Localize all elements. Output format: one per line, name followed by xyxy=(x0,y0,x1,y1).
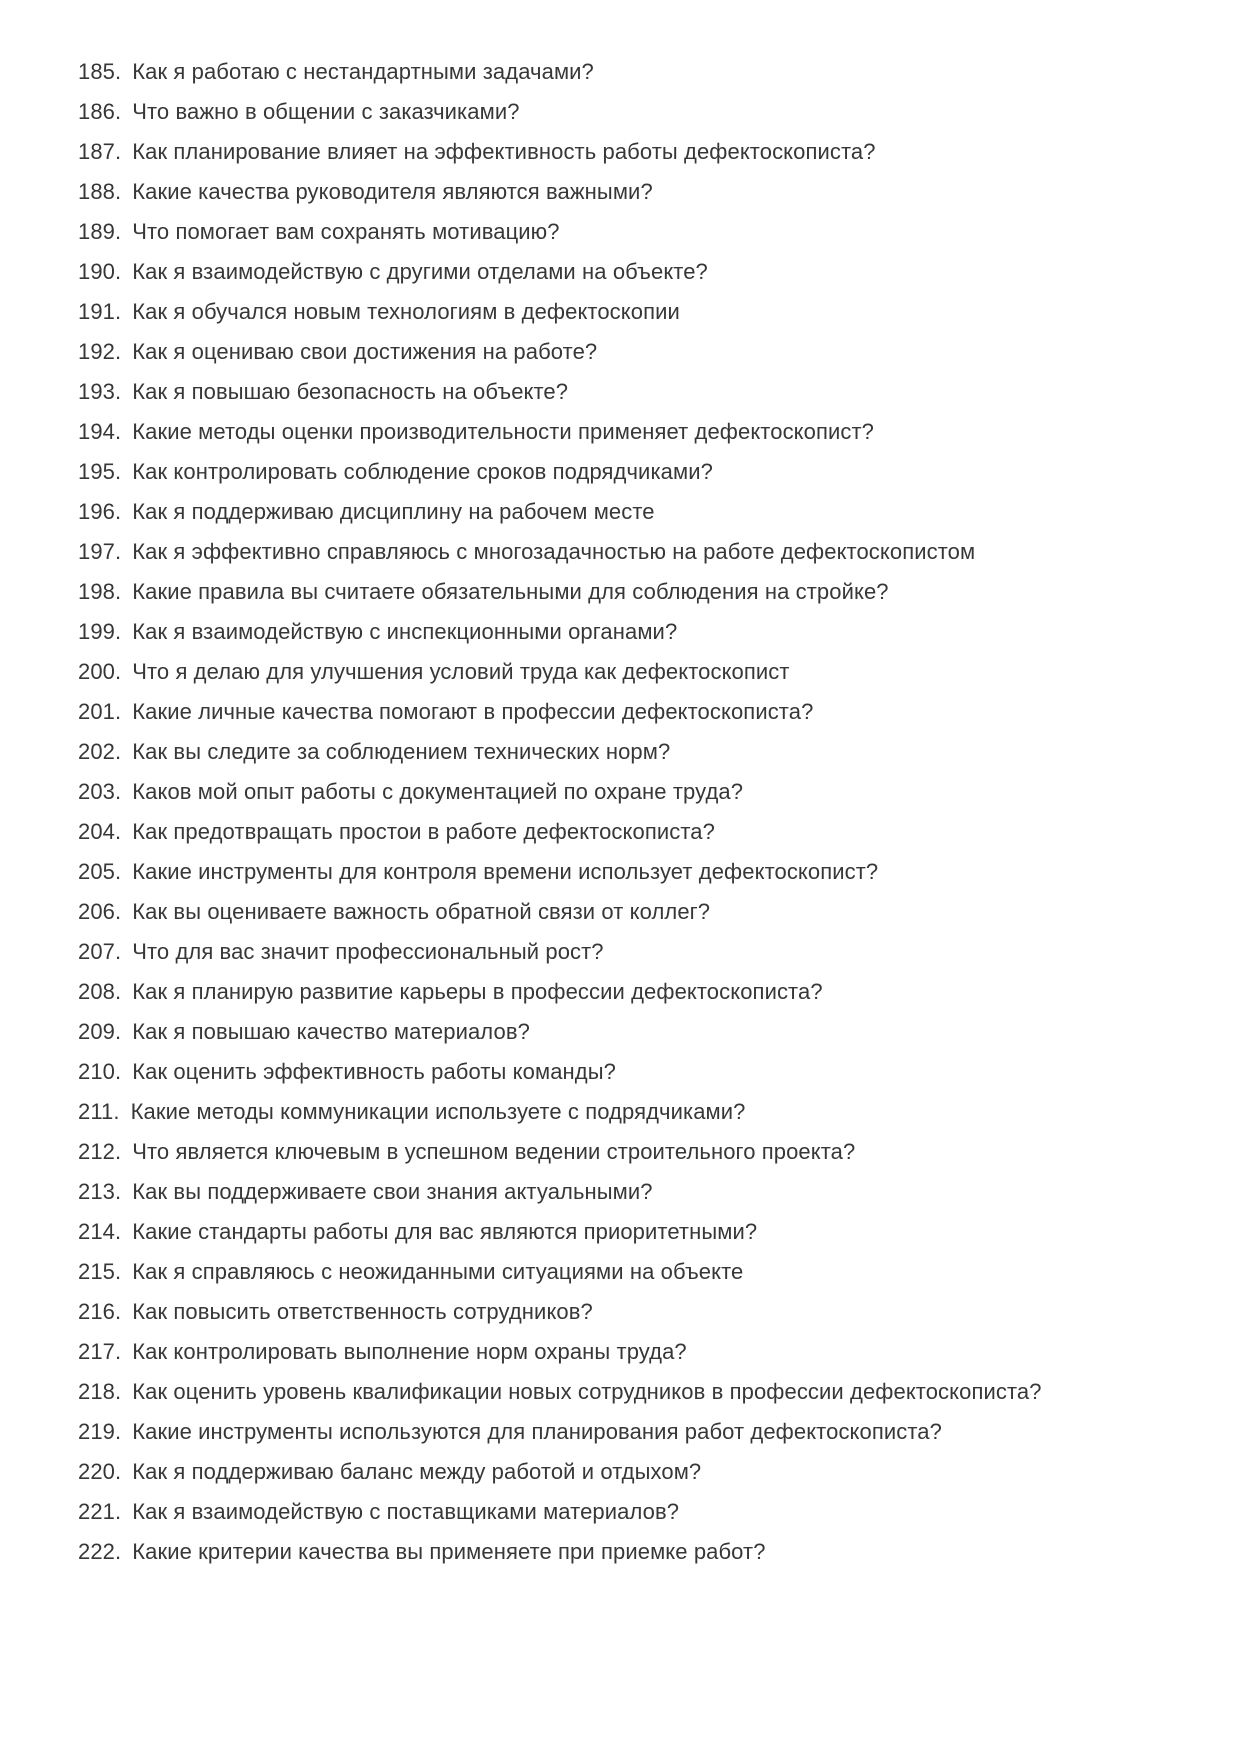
list-item xyxy=(78,1172,1209,1212)
item-text: Как я взаимодействую с инспекционными органами? xyxy=(132,619,678,644)
item-text: Как оценить эффективность работы команды? xyxy=(132,1059,616,1084)
list-item xyxy=(78,1372,1209,1412)
item-text: Какие правила вы считаете обязательными для соблюдения на стройке? xyxy=(132,579,889,604)
list-item xyxy=(78,452,1209,492)
list-item xyxy=(78,732,1209,772)
item-text: Как я повышаю качество материалов? xyxy=(132,1019,530,1044)
item-text: Как я взаимодействую с поставщиками материалов? xyxy=(132,1499,680,1524)
item-text: Что важно в общении с заказчиками? xyxy=(132,99,520,124)
item-text: Как я взаимодействую с другими отделами на объекте? xyxy=(132,259,708,284)
item-number: 203. xyxy=(78,779,122,804)
list-item xyxy=(78,852,1209,892)
item-number: 204. xyxy=(78,819,122,844)
item-number: 194. xyxy=(78,419,122,444)
item-text: Какие стандарты работы для вас являются приоритетными? xyxy=(132,1219,758,1244)
item-text: Как планирование влияет на эффективность работы дефектоскописта? xyxy=(132,139,876,164)
list-item xyxy=(78,1492,1209,1532)
list-item xyxy=(78,1452,1209,1492)
item-number: 206. xyxy=(78,899,122,924)
item-number: 215. xyxy=(78,1259,122,1284)
item-text: Как я поддерживаю дисциплину на рабочем месте xyxy=(132,499,655,524)
list-item xyxy=(78,1212,1209,1252)
item-number: 220. xyxy=(78,1459,122,1484)
list-item xyxy=(78,332,1209,372)
list-item xyxy=(78,1012,1209,1052)
item-text: Как я оцениваю свои достижения на работе? xyxy=(132,339,598,364)
item-number: 208. xyxy=(78,979,122,1004)
list-item xyxy=(78,52,1209,92)
item-number: 186. xyxy=(78,99,122,124)
item-text: Как я обучался новым технологиям в дефектоскопии xyxy=(132,299,680,324)
item-text: Что помогает вам сохранять мотивацию? xyxy=(132,219,560,244)
item-text: Как контролировать выполнение норм охраны труда? xyxy=(132,1339,687,1364)
list-item xyxy=(78,572,1209,612)
item-text: Что для вас значит профессиональный рост? xyxy=(132,939,604,964)
item-text: Какие методы коммуникации используете с подрядчиками? xyxy=(130,1099,746,1124)
item-number: 211. xyxy=(78,1099,120,1124)
item-number: 191. xyxy=(78,299,122,324)
item-number: 199. xyxy=(78,619,122,644)
list-item xyxy=(78,1052,1209,1092)
list-item xyxy=(78,972,1209,1012)
item-text: Как я планирую развитие карьеры в профессии дефектоскописта? xyxy=(132,979,823,1004)
list-item xyxy=(78,492,1209,532)
list-item xyxy=(78,252,1209,292)
item-text: Как вы следите за соблюдением технических норм? xyxy=(132,739,671,764)
item-number: 219. xyxy=(78,1419,122,1444)
item-number: 217. xyxy=(78,1339,122,1364)
list-item xyxy=(78,692,1209,732)
item-number: 222. xyxy=(78,1539,122,1564)
list-item xyxy=(78,212,1209,252)
list-item xyxy=(78,132,1209,172)
item-number: 190. xyxy=(78,259,122,284)
list-item xyxy=(78,612,1209,652)
item-text: Какие личные качества помогают в профессии дефектоскописта? xyxy=(132,699,814,724)
item-text: Как повысить ответственность сотрудников? xyxy=(132,1299,593,1324)
item-number: 192. xyxy=(78,339,122,364)
item-text: Как предотвращать простои в работе дефектоскописта? xyxy=(132,819,715,844)
item-number: 197. xyxy=(78,539,122,564)
list-item xyxy=(78,1252,1209,1292)
item-text: Какие критерии качества вы применяете при приемке работ? xyxy=(132,1539,766,1564)
item-number: 189. xyxy=(78,219,122,244)
item-text: Как я справляюсь с неожиданными ситуациями на объекте xyxy=(132,1259,744,1284)
item-number: 216. xyxy=(78,1299,122,1324)
list-item xyxy=(78,812,1209,852)
item-text: Как вы поддерживаете свои знания актуальными? xyxy=(132,1179,653,1204)
item-number: 195. xyxy=(78,459,122,484)
item-text: Какие инструменты используются для планирования работ дефектоскописта? xyxy=(132,1419,942,1444)
item-number: 221. xyxy=(78,1499,122,1524)
list-item xyxy=(78,292,1209,332)
list-item xyxy=(78,1332,1209,1372)
list-item xyxy=(78,772,1209,812)
list-item xyxy=(78,1532,1209,1572)
item-number: 201. xyxy=(78,699,122,724)
item-text: Какие методы оценки производительности применяет дефектоскопист? xyxy=(132,419,874,444)
item-number: 198. xyxy=(78,579,122,604)
item-number: 207. xyxy=(78,939,122,964)
item-number: 200. xyxy=(78,659,122,684)
item-number: 185. xyxy=(78,59,122,84)
list-item xyxy=(78,412,1209,452)
item-text: Как я повышаю безопасность на объекте? xyxy=(132,379,569,404)
list-item xyxy=(78,652,1209,692)
item-text: Что я делаю для улучшения условий труда как дефектоскопист xyxy=(132,659,790,684)
item-text: Как я поддерживаю баланс между работой и отдыхом? xyxy=(132,1459,702,1484)
item-number: 187. xyxy=(78,139,122,164)
list-item xyxy=(78,932,1209,972)
item-text: Что является ключевым в успешном ведении строительного проекта? xyxy=(132,1139,856,1164)
item-text: Какие качества руководителя являются важными? xyxy=(132,179,653,204)
list-item xyxy=(78,532,1209,572)
item-number: 214. xyxy=(78,1219,122,1244)
item-number: 196. xyxy=(78,499,122,524)
list-item xyxy=(78,892,1209,932)
list-item xyxy=(78,1292,1209,1332)
item-number: 218. xyxy=(78,1379,122,1404)
item-number: 193. xyxy=(78,379,122,404)
list-item xyxy=(78,1132,1209,1172)
question-list xyxy=(78,52,1209,1572)
item-text: Какие инструменты для контроля времени использует дефектоскопист? xyxy=(132,859,879,884)
item-number: 213. xyxy=(78,1179,122,1204)
item-number: 210. xyxy=(78,1059,122,1084)
item-number: 188. xyxy=(78,179,122,204)
list-item xyxy=(78,1412,1209,1452)
item-number: 209. xyxy=(78,1019,122,1044)
list-item xyxy=(78,372,1209,412)
list-item xyxy=(78,92,1209,132)
item-text: Как контролировать соблюдение сроков подрядчиками? xyxy=(132,459,713,484)
item-text: Как я работаю с нестандартными задачами? xyxy=(132,59,594,84)
item-number: 205. xyxy=(78,859,122,884)
item-text: Как я эффективно справляюсь с многозадачностью на работе дефектоскопистом xyxy=(132,539,976,564)
list-item xyxy=(78,1092,1209,1132)
item-number: 212. xyxy=(78,1139,122,1164)
item-number: 202. xyxy=(78,739,122,764)
item-text: Как вы оцениваете важность обратной связи от коллег? xyxy=(132,899,711,924)
item-text: Как оценить уровень квалификации новых сотрудников в профессии дефектоскописта? xyxy=(132,1379,1042,1404)
item-text: Каков мой опыт работы с документацией по охране труда? xyxy=(132,779,744,804)
list-item xyxy=(78,172,1209,212)
